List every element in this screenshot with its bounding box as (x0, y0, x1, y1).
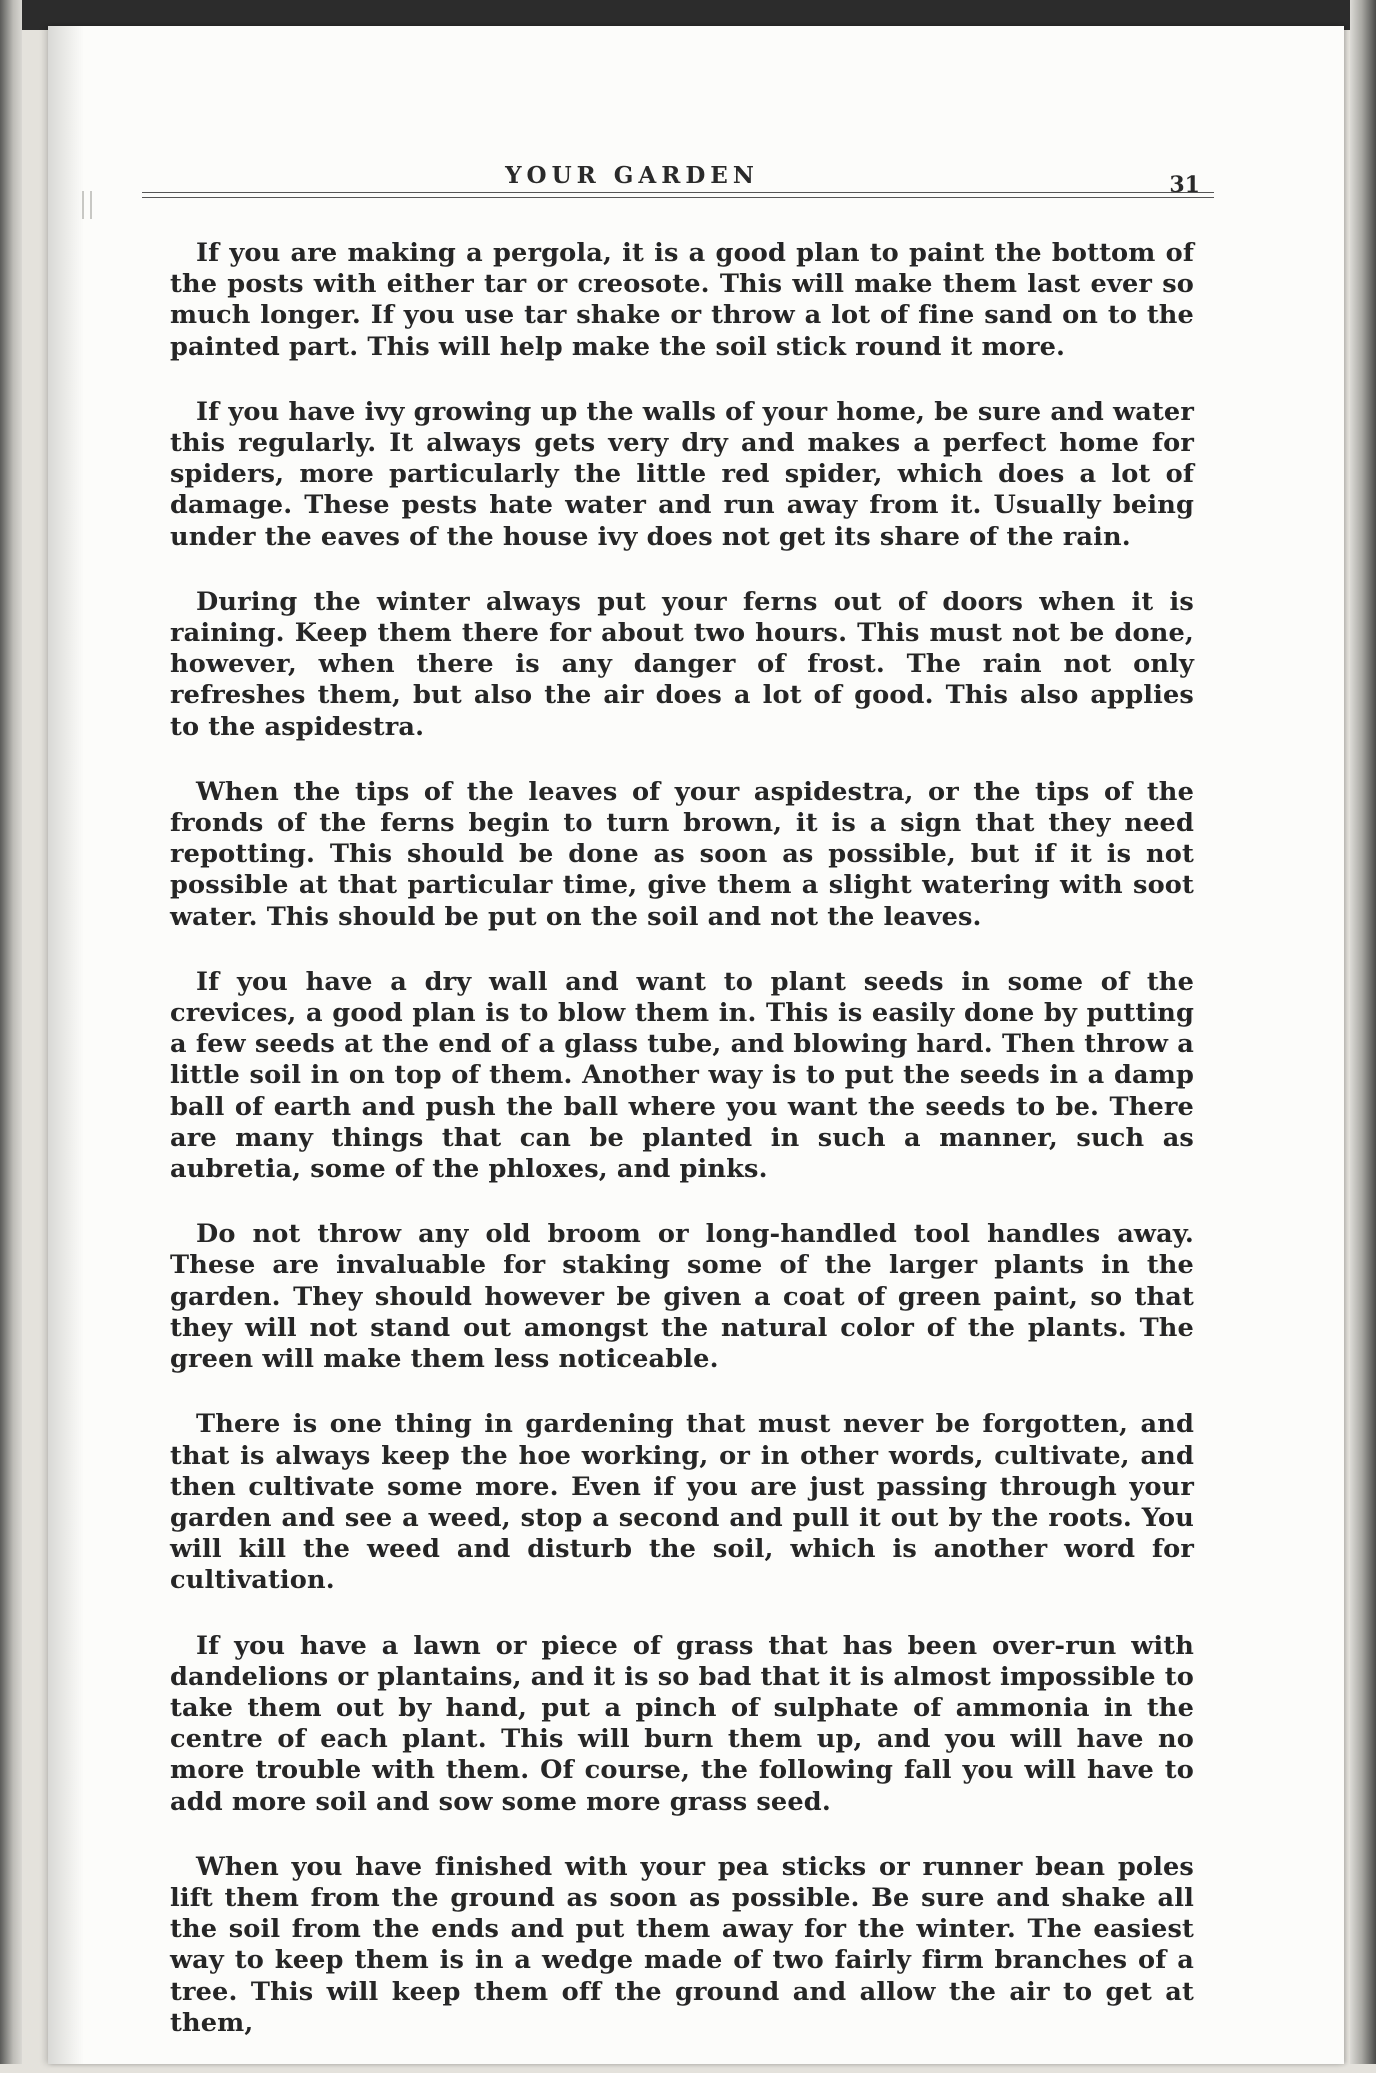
paragraph: If you have ivy growing up the walls of your home, be sure and water this regularly. It always gets very dry and makes a perfect home for spiders, more particularly the little red spider, which does a lot of damage. These pests hate water and run away from it. Usually being under the eaves of the house ivy does not get its share of the rain. (170, 396, 1194, 552)
paragraph: During the winter always put your ferns out of doors when it is raining. Keep them there for about two hours. This must not be done, however, when there is any danger of frost. The rain not only refreshes them, but also the air does a lot of good. This also applies to the aspidestra. (170, 586, 1194, 742)
header-rule-double (142, 197, 1214, 198)
body-text (170, 238, 1194, 2073)
page-gutter-shadow (48, 26, 84, 2064)
paragraph: If you have a dry wall and want to plant seeds in some of the crevices, a good plan is to blow them in. This is easily done by putting a few seeds at the end of a glass tube, and blowing hard. Then throw a little soil in on top of them. Another way is to put the seeds in a damp ball of earth and push the ball where you want the seeds to be. There are many things that can be planted in such a manner, such as aubretia, some of the phloxes, and pinks. (170, 966, 1194, 1185)
paragraph: When the tips of the leaves of your aspidestra, or the tips of the fronds of the ferns begin to turn brown, it is a sign that they need repotting. This should be done as soon as possible, but if it is not possible at that particular time, give them a slight watering with soot water. This should be put on the soil and not the leaves. (170, 776, 1194, 932)
paragraph: When you have finished with your pea sticks or runner bean poles lift them from the ground as soon as possible. Be sure and shake all the soil from the ends and put them away for the winter. The easiest way to keep them is in a wedge made of two fairly firm branches of a tree. This will keep them off the ground and allow the air to get at them, (170, 1851, 1194, 2038)
header-rule (142, 192, 1214, 193)
scan-border-left (0, 0, 22, 2064)
gutter-marks (78, 191, 108, 221)
paragraph: There is one thing in gardening that must never be forgotten, and that is always keep the hoe working, or in other words, cultivate, and then cultivate some more. Even if you are just passing through your garden and see a weed, stop a second and pull it out by the roots. You will kill the weed and disturb the soil, which is another word for cultivation. (170, 1409, 1194, 1596)
running-header (142, 160, 1214, 200)
paragraph: Do not throw any old broom or long-handled tool handles away. These are invaluable for staking some of the larger plants in the garden. They should however be given a coat of green paint, so that they will not stand out amongst the natural color of the plants. The green will make them less noticeable. (170, 1219, 1194, 1375)
paragraph: If you are making a pergola, it is a good plan to paint the bottom of the posts with either tar or creosote. This will make them last ever so much longer. If you use tar shake or throw a lot of fine sand on to the painted part. This will help make the soil stick round it more. (170, 238, 1194, 362)
running-title: YOUR GARDEN (505, 162, 759, 189)
paragraph: If you have a lawn or piece of grass that has been over-run with dandelions or plantains, and it is so bad that it is almost impossible to take them out by hand, put a pinch of sulphate of ammonia in the centre of each plant. This will burn them up, and you will have no more trouble with them. Of course, the following fall you will have to add more soil and sow some more grass seed. (170, 1630, 1194, 1817)
scan-border-right (1350, 0, 1376, 2064)
page-number: 31 (1169, 172, 1200, 198)
